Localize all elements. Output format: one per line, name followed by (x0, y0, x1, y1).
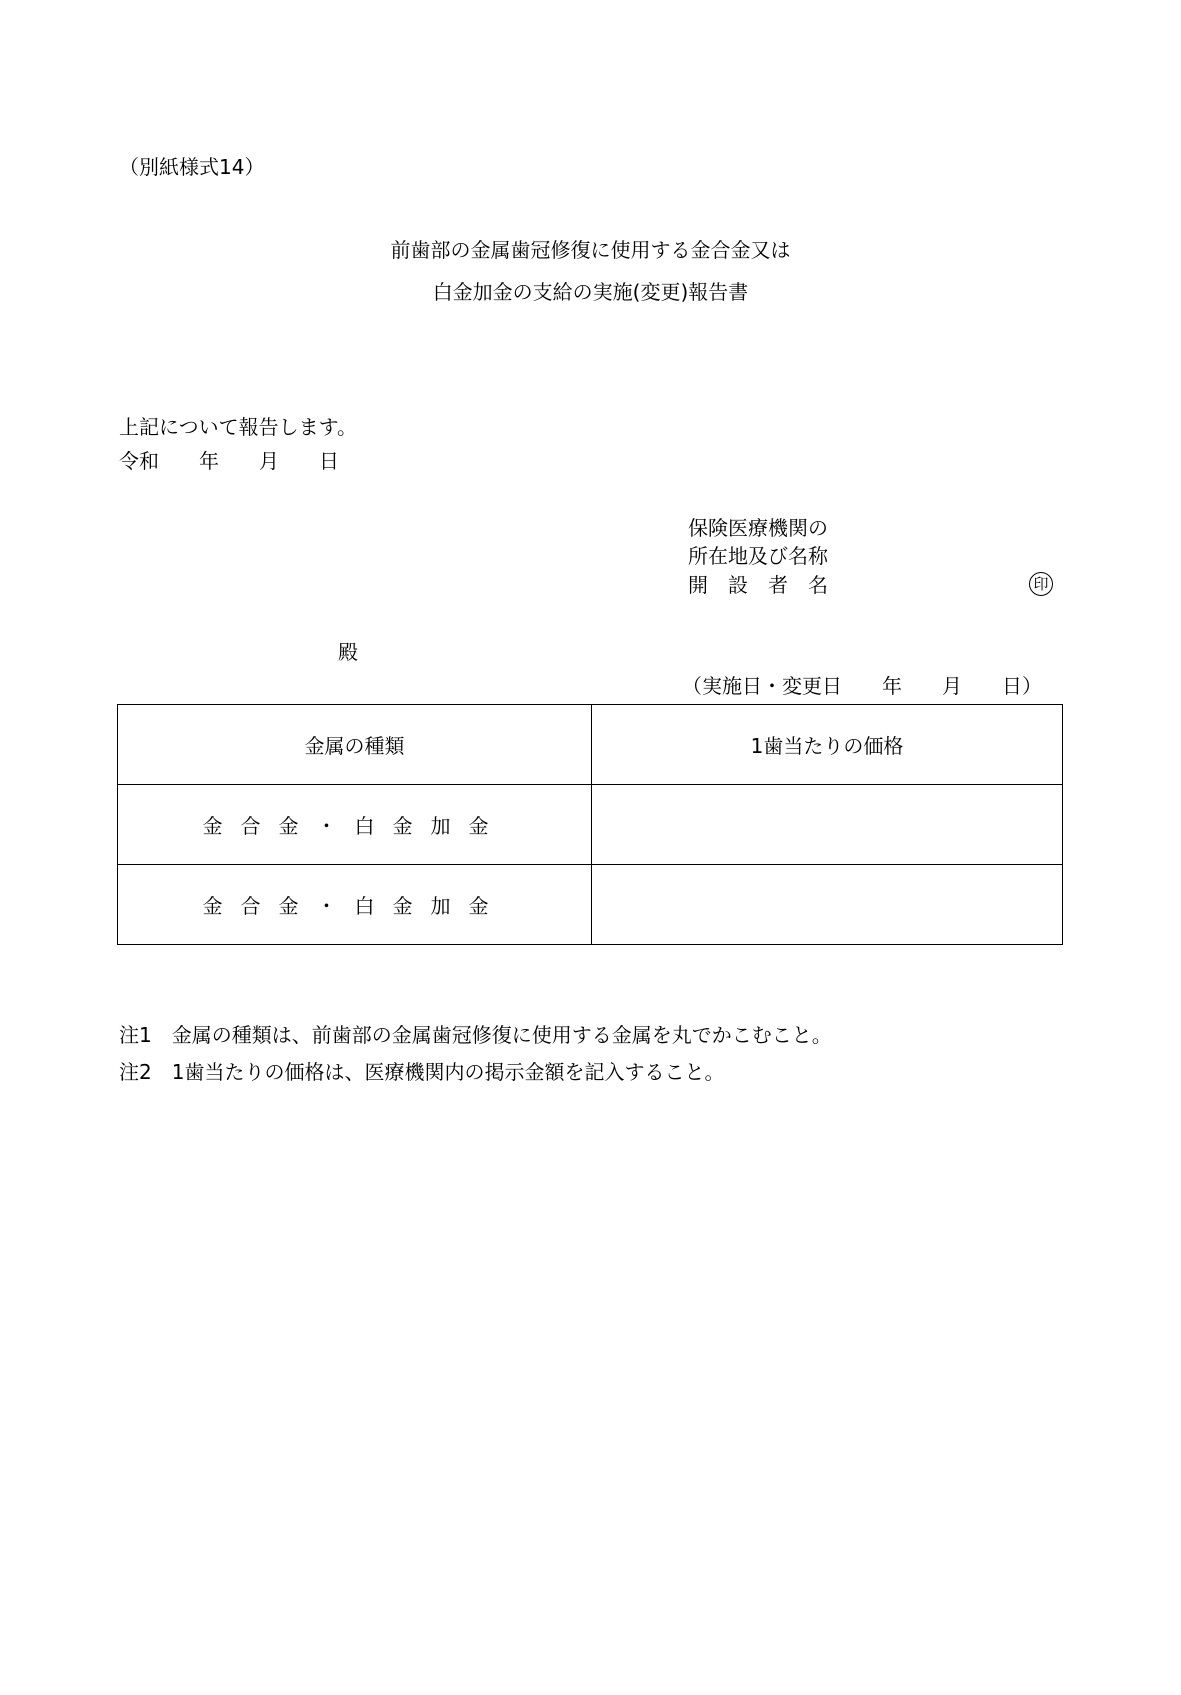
seal-mark: 印 (1029, 572, 1053, 596)
applicant-line-1: 保険医療機関の (688, 516, 828, 540)
note-1: 注1 金属の種類は、前歯部の金属歯冠修復に使用する金属を丸でかこむこと。 (119, 1023, 832, 1047)
metal-type-cell: 金合金・白金加金 (118, 785, 592, 865)
metal-price-table (117, 704, 1063, 945)
title-line-1: 前歯部の金属歯冠修復に使用する金合金又は (390, 238, 791, 262)
applicant-line-2: 所在地及び名称 (688, 544, 828, 568)
title-line-2: 白金加金の支給の実施(変更)報告書 (432, 280, 749, 304)
note-2: 注2 1歯当たりの価格は、医療機関内の掲示金額を記入すること。 (119, 1060, 725, 1084)
price-cell (592, 785, 1063, 865)
addressee-suffix: 殿 (338, 640, 358, 664)
table-row (118, 785, 1063, 865)
header-metal-type: 金属の種類 (118, 705, 592, 785)
header-price-per-tooth: 1歯当たりの価格 (592, 705, 1063, 785)
form-number: （別紙様式14） (119, 155, 265, 179)
effective-date: （実施日・変更日 年 月 日） (682, 674, 1042, 698)
date-line: 令和 年 月 日 (119, 449, 339, 473)
table-header-row (118, 705, 1063, 785)
metal-type-cell: 金合金・白金加金 (118, 865, 592, 945)
price-cell (592, 865, 1063, 945)
report-statement: 上記について報告します。 (119, 415, 357, 439)
applicant-line-3: 開 設 者 名 (688, 573, 828, 597)
table-row (118, 865, 1063, 945)
